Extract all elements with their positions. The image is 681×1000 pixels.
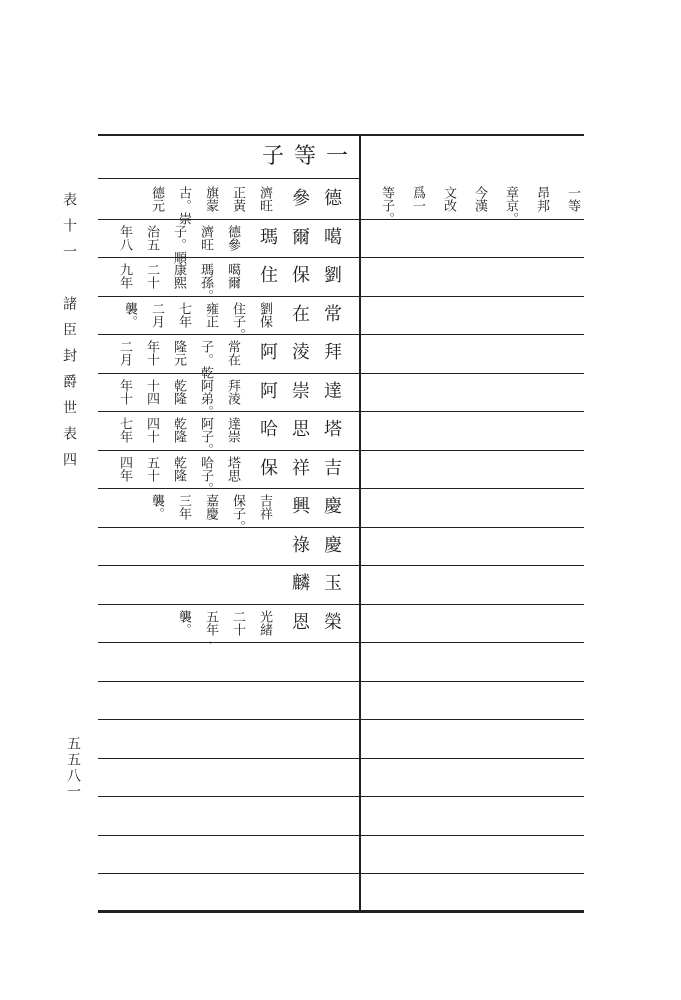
row-name-char: 瑪 (260, 226, 278, 248)
row-note-column: 七年 (117, 417, 132, 443)
row-note-column: 光緒 (257, 609, 272, 636)
row-note-column: 乾隆 (171, 378, 186, 405)
row-name-char: 慶 (324, 496, 342, 517)
row-note-column: 二月 (149, 301, 164, 328)
row-note-column: 治五 (144, 224, 159, 251)
row-name-char: 在 (292, 303, 310, 325)
row-note-column: 七年 (176, 301, 191, 328)
table-title: 一等子 (261, 144, 358, 169)
row-note-column: 雍正 (203, 301, 218, 328)
row-note-column: 二十 (144, 263, 159, 289)
row-name-char: 達 (324, 380, 342, 402)
row-note-column: 五年· (203, 609, 218, 651)
row-name-char: 塔 (324, 419, 342, 440)
row-note-column: 子。乾 (198, 340, 213, 379)
row-rule (98, 681, 584, 682)
row-note-column: 噶爾 (225, 263, 240, 289)
row-rule (98, 758, 584, 759)
row-note-column: 住子。 (230, 301, 245, 341)
row-rule (98, 488, 584, 489)
row-note-column: 古。崇 (176, 186, 191, 225)
row-note-column: 劉保 (257, 301, 272, 328)
row-note-column: 保子。 (230, 494, 245, 533)
row-name-char: 保 (292, 265, 310, 286)
row-note-column: 四年 (117, 455, 132, 482)
row-note-column: 年十 (117, 378, 132, 405)
row-name-char: 興 (292, 496, 310, 517)
header-note-column: 昂邦 (534, 186, 549, 212)
header-note-column: 文改 (441, 186, 456, 212)
row-rule (98, 719, 584, 720)
row-note-column: 瑪孫。 (198, 263, 213, 302)
row-name-char: 爾 (292, 226, 310, 248)
row-name-char: 崇 (292, 380, 310, 402)
row-name-char: 哈 (260, 419, 278, 440)
row-note-column: 二十 (230, 609, 245, 636)
row-note-column: 德元 (149, 186, 164, 212)
row-note-column: 濟旺 (198, 224, 213, 251)
row-note-column: 常在 (225, 340, 240, 366)
row-rule (98, 912, 584, 913)
row-note-column: 二月 (117, 340, 132, 366)
row-note-column: 康熙 (171, 263, 186, 289)
row-name-char: 保 (260, 457, 278, 479)
row-note-column: 乾隆 (171, 455, 186, 482)
row-rule (98, 296, 584, 297)
row-note-column: 吉祥 (257, 494, 272, 520)
row-note-column: 襲。 (122, 301, 137, 328)
row-rule (98, 450, 584, 451)
top-rule (98, 134, 584, 136)
row-rule (98, 642, 584, 643)
row-note-column: 十四 (144, 378, 159, 405)
header-note-column: 等子。 (379, 186, 394, 225)
row-name-char: 思 (292, 419, 310, 440)
row-name-char: 常 (324, 303, 342, 325)
row-name-char: 榮 (324, 611, 342, 633)
row-note-column: 乾隆 (171, 417, 186, 443)
row-rule (98, 796, 584, 797)
row-rule (98, 873, 584, 874)
row-rule (98, 604, 584, 605)
row-name-char: 玉 (324, 573, 342, 594)
row-name-char: 麟 (292, 573, 310, 594)
header-note-column: 章京。 (503, 186, 518, 225)
row-name-char: 德 (324, 188, 342, 209)
row-rule (98, 527, 584, 528)
header-note-column: 爲一 (410, 186, 425, 212)
row-note-column: 正黃 (230, 186, 245, 212)
row-note-column: 三年 (176, 494, 191, 520)
row-note-column: 旗蒙 (203, 186, 218, 212)
row-name-char: 淩 (292, 342, 310, 363)
row-name-char: 劉 (324, 265, 342, 286)
margin-label: 表十一 諸臣封爵世表四 (61, 192, 77, 478)
row-note-column: 九年 (117, 263, 132, 289)
row-name-char: 拜 (324, 342, 342, 363)
row-note-column: 子。順 (171, 224, 186, 264)
header-note-column: 今漢 (472, 186, 487, 212)
row-name-char: 參 (292, 188, 310, 209)
row-rule (98, 334, 584, 335)
row-note-column: 隆元 (171, 340, 186, 366)
row-note-column: 濟旺 (257, 186, 272, 212)
row-note-column: 阿弟。 (198, 378, 213, 418)
row-note-column: 嘉慶 (203, 494, 218, 520)
row-note-column: 年八 (117, 224, 132, 251)
row-note-column: 塔思 (225, 455, 240, 482)
page-number: 五五八一 (65, 736, 81, 800)
title-underline (98, 178, 360, 179)
row-note-column: 五十 (144, 455, 159, 482)
row-note-column: 阿子。 (198, 417, 213, 456)
row-name-char: 恩 (292, 611, 310, 633)
row-note-column: 襲。 (176, 609, 191, 636)
row-name-char: 祥 (292, 457, 310, 479)
row-name-char: 祿 (292, 534, 310, 556)
row-note-column: 年十 (144, 340, 159, 366)
row-rule (98, 411, 584, 412)
row-name-char: 噶 (324, 226, 342, 248)
row-name-char: 吉 (324, 457, 342, 479)
row-note-column: 四十 (144, 417, 159, 443)
row-name-char: 阿 (260, 380, 278, 402)
row-rule (98, 373, 584, 374)
row-note-column: 德參 (225, 224, 240, 251)
row-note-column: 達崇 (225, 417, 240, 443)
row-note-column: 襲。 (149, 494, 164, 520)
header-note-column: 一等 (565, 186, 580, 212)
row-note-column: 哈子。 (198, 455, 213, 495)
row-name-char: 慶 (324, 534, 342, 556)
row-name-char: 阿 (260, 342, 278, 363)
row-name-char: 住 (260, 265, 278, 286)
row-rule (98, 835, 584, 836)
row-rule (98, 565, 584, 566)
row-note-column: 拜淩 (225, 378, 240, 405)
